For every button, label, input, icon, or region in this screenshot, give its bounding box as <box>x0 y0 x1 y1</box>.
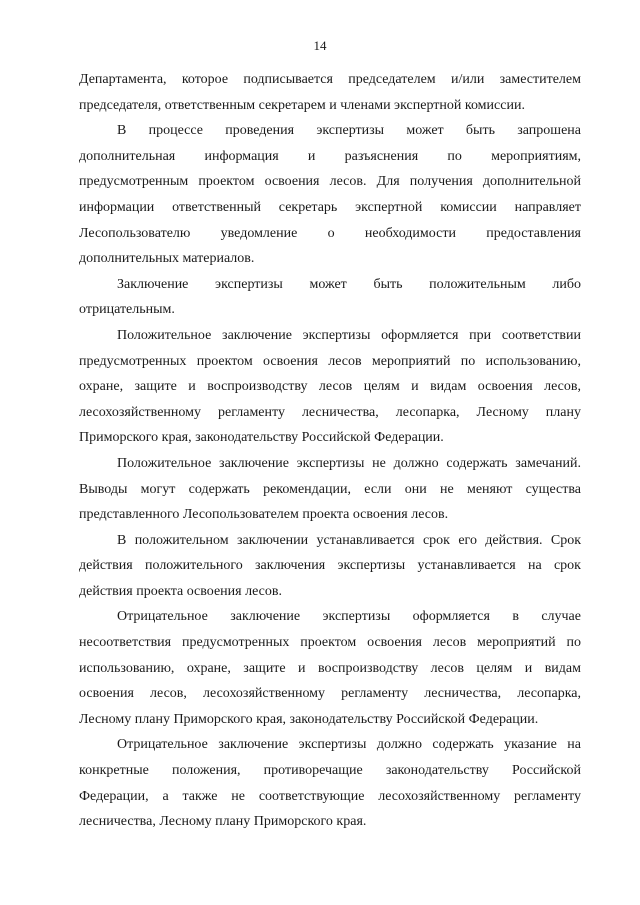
text-line: освоения лесов, лесохозяйственному регламенту лесничества, лесопарка, <box>79 686 581 702</box>
text-line: предусмотренным проектом освоения лесов. Для получения дополнительной <box>79 174 581 190</box>
paragraph <box>79 604 581 732</box>
paragraph <box>79 451 581 528</box>
text-line: Лесопользователю уведомление о необходимости предоставления <box>79 225 581 241</box>
paragraph <box>79 118 581 272</box>
paragraph <box>79 732 581 834</box>
paragraph <box>79 67 581 118</box>
text-line: представленного Лесопользователем проекта освоения лесов. <box>79 507 449 523</box>
text-line: Департамента, которое подписывается председателем и/или заместителем <box>79 72 581 87</box>
text-line: Положительное заключение экспертизы оформляется при соответствии <box>117 327 581 343</box>
page-number: 14 <box>313 38 327 53</box>
document-body <box>79 67 581 835</box>
text-line: информации ответственный секретарь экспертной комиссии направляет <box>79 199 581 215</box>
text-line: конкретные положения, противоречащие законодательству Российской <box>79 763 581 779</box>
text-line: предусмотренных проектом освоения лесов мероприятий по использованию, <box>79 353 581 369</box>
text-line: охране, защите и воспроизводству лесов целям и видам освоения лесов, <box>79 379 581 395</box>
text-line: Заключение экспертизы может быть положительным либо <box>117 276 581 292</box>
text-line: лесничества, Лесному плану Приморского края. <box>79 814 367 830</box>
text-line: В положительном заключении устанавливается срок его действия. Срок <box>117 532 581 548</box>
text-line: действия проекта освоения лесов. <box>79 583 282 599</box>
text-line: использованию, охране, защите и воспроизводству лесов целям и видам <box>79 660 581 676</box>
text-line: Положительное заключение экспертизы не должно содержать замечаний. <box>117 455 581 471</box>
text-line: дополнительных материалов. <box>79 251 255 267</box>
text-line: председателя, ответственным секретарем и членами экспертной комиссии. <box>79 97 525 113</box>
text-line: несоответствия предусмотренных проектом освоения лесов мероприятий по <box>79 635 581 651</box>
paragraph <box>79 272 581 323</box>
text-line: Федерации, а также не соответствующие лесохозяйственному регламенту <box>79 788 581 804</box>
paragraph <box>79 528 581 605</box>
text-line: Выводы могут содержать рекомендации, если они не меняют существа <box>79 481 581 497</box>
text-line: действия положительного заключения экспертизы устанавливается на срок <box>79 558 581 574</box>
text-line: Лесному плану Приморского края, законодательству Российской Федерации. <box>79 711 539 727</box>
text-line: В процессе проведения экспертизы может быть запрошена <box>117 123 581 139</box>
paragraph <box>79 323 581 451</box>
text-line: Отрицательное заключение экспертизы оформляется в случае <box>117 609 581 625</box>
text-line: лесохозяйственному регламенту лесничества, лесопарка, Лесному плану <box>79 404 581 420</box>
text-line: Отрицательное заключение экспертизы должно содержать указание на <box>117 737 581 753</box>
text-line: дополнительная информация и разъяснения по мероприятиям, <box>79 148 581 164</box>
text-line: отрицательным. <box>79 302 175 318</box>
text-line: Приморского края, законодательству Российской Федерации. <box>79 430 444 446</box>
